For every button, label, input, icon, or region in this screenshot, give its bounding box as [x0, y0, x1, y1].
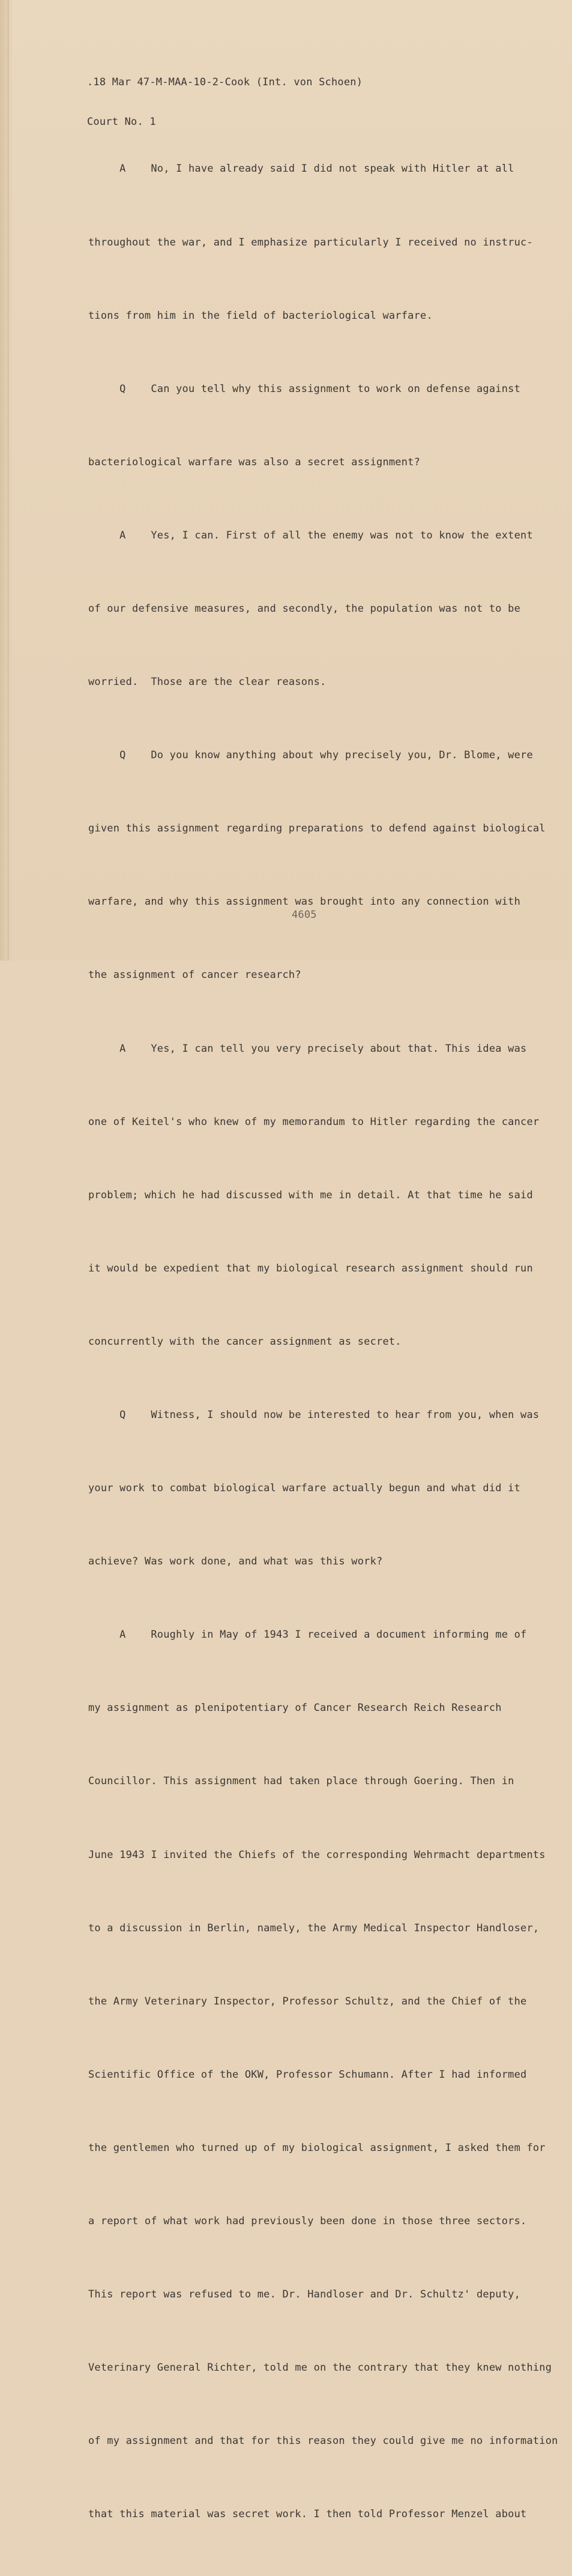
transcript-line: This report was refused to me. Dr. Handloser and Dr. Schultz' deputy, — [88, 2288, 521, 2301]
page-number: 4605 — [292, 909, 317, 921]
transcript-line: A Yes, I can tell you very precisely about that. This idea was — [88, 1042, 527, 1055]
transcript-line: A No, I have already said I did not speak with Hitler at all — [88, 163, 514, 175]
transcript-line: Scientific Office of the OKW, Professor Schumann. After I had informed — [88, 2068, 527, 2081]
transcript-line: it would be expedient that my biological research assignment should run — [88, 1262, 533, 1274]
transcript-line: Q Witness, I should now be interested to hear from you, when was — [88, 1409, 540, 1421]
transcript-line: tions from him in the field of bacteriological warfare. — [88, 309, 433, 322]
transcript-line: warfare, and why this assignment was brought into any connection with — [88, 896, 521, 908]
transcript-line: concurrently with the cancer assignment as secret. — [88, 1335, 402, 1348]
transcript-line: Councillor. This assignment had taken place through Goering. Then in — [88, 1775, 514, 1788]
transcript-line: bacteriological warfare was also a secret assignment? — [88, 456, 421, 468]
transcript-line: of my assignment and that for this reason they could give me no information — [88, 2435, 558, 2448]
transcript-line: the gentlemen who turned up of my biological assignment, I asked them for — [88, 2141, 546, 2154]
transcript-line: your work to combat biological warfare actually begun and what did it — [88, 1482, 521, 1495]
transcript-line: worried. Those are the clear reasons. — [88, 676, 327, 689]
transcript-line: Q Can you tell why this assignment to work on defense against — [88, 382, 521, 395]
transcript-line: that this material was secret work. I then told Professor Menzel about — [88, 2508, 527, 2521]
transcript-line: throughout the war, and I emphasize particularly I received no instruc- — [88, 236, 533, 249]
header-reference: .18 Mar 47-M-MAA-10-2-Cook (Int. von Schoen) — [87, 76, 363, 88]
transcript-line: achieve? Was work done, and what was this work? — [88, 1555, 383, 1568]
transcript-line: A Roughly in May of 1943 I received a document informing me of — [88, 1629, 527, 1641]
transcript-line: to a discussion in Berlin, namely, the Army Medical Inspector Handloser, — [88, 1922, 540, 1934]
header-court: Court No. 1 — [87, 116, 156, 128]
transcript-line: of our defensive measures, and secondly, the population was not to be — [88, 602, 521, 615]
transcript-line: given this assignment regarding preparations to defend against biological — [88, 822, 546, 835]
transcript-line: Q Do you know anything about why precisely you, Dr. Blome, were — [88, 749, 533, 762]
binding-edge — [0, 0, 13, 961]
transcript-line: the assignment of cancer research? — [88, 969, 301, 982]
transcript-body — [88, 108, 558, 2576]
transcript-line: A Yes, I can. First of all the enemy was not to know the extent — [88, 529, 533, 541]
transcript-line: the Army Veterinary Inspector, Professor Schultz, and the Chief of the — [88, 1995, 527, 2007]
transcript-line: problem; which he had discussed with me in detail. At that time he said — [88, 1189, 533, 1201]
transcript-line: Veterinary General Richter, told me on the contrary that they knew nothing — [88, 2362, 552, 2374]
transcript-line: June 1943 I invited the Chiefs of the corresponding Wehrmacht departments — [88, 1848, 546, 1861]
transcript-line: one of Keitel's who knew of my memorandum to Hitler regarding the cancer — [88, 1115, 540, 1128]
transcript-line: my assignment as plenipotentiary of Cancer Research Reich Research — [88, 1702, 502, 1715]
transcript-line: a report of what work had previously been done in those three sectors. — [88, 2215, 527, 2228]
